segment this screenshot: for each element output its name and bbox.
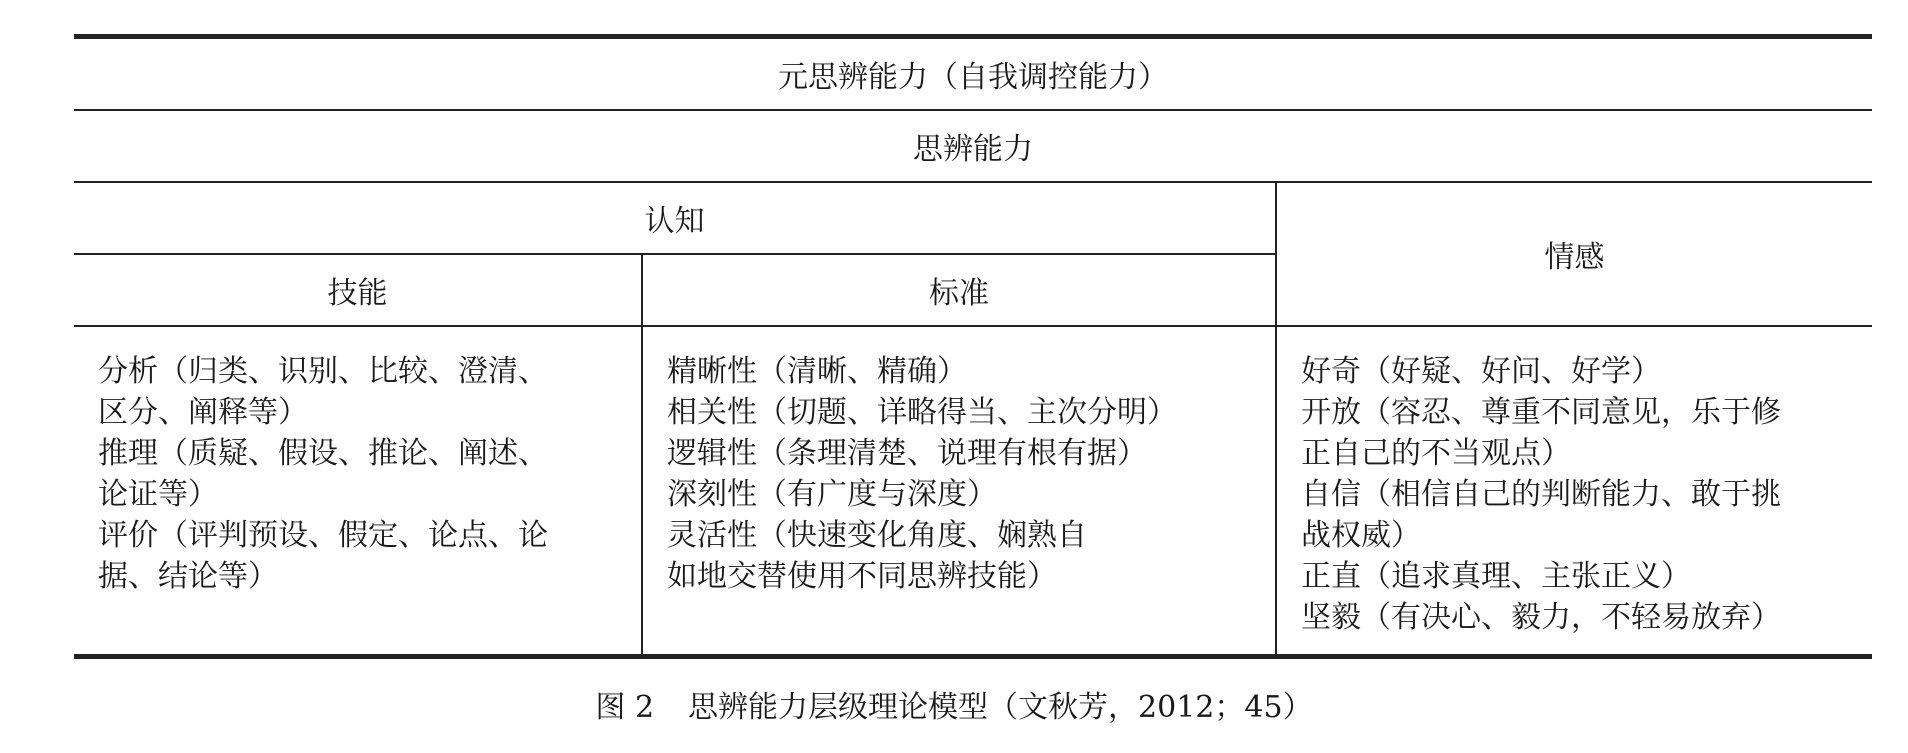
emotion-line: 正直（追求真理、主张正义）: [1301, 559, 1691, 594]
emotion-header: 情感: [1276, 182, 1872, 326]
skills-line: 分析（归类、识别、比较、澄清、: [98, 354, 548, 389]
emotion-list: [1277, 327, 1872, 654]
emotion-line: 正自己的不当观点）: [1301, 436, 1571, 471]
standards-line: 精晰性（清晰、精确）: [667, 354, 967, 389]
skills-line: 评价（评判预设、假定、论点、论: [98, 518, 548, 553]
standards-line: 灵活性（快速变化角度、娴熟自: [667, 518, 1087, 553]
skills-line: 论证等）: [98, 477, 218, 512]
skills-header: 技能: [74, 254, 642, 326]
emotion-line: 开放（容忍、尊重不同意见，乐于修: [1301, 395, 1781, 430]
cognition-header: 认知: [74, 182, 1276, 254]
skills-cell: [74, 326, 642, 657]
emotion-line: 自信（相信自己的判断能力、敢于挑: [1301, 477, 1781, 512]
figure-title: 思辨能力层级理论模型（文秋芳，2012；45）: [688, 690, 1313, 725]
model-table-container: [74, 34, 1872, 659]
meta-ability-header: 元思辨能力（自我调控能力）: [74, 37, 1872, 111]
skills-line: 据、结论等）: [98, 559, 278, 594]
standards-line: 相关性（切题、详略得当、主次分明）: [667, 395, 1177, 430]
standards-line: 逻辑性（条理清楚、说理有根有据）: [667, 436, 1147, 471]
emotion-line: 战权威）: [1301, 518, 1421, 553]
thinking-ability-model-table: [74, 34, 1872, 659]
emotion-line: 好奇（好疑、好问、好学）: [1301, 354, 1661, 389]
emotion-cell: [1276, 326, 1872, 657]
skills-line: 区分、阐释等）: [98, 395, 308, 430]
standards-line: 如地交替使用不同思辨技能）: [667, 559, 1057, 594]
skills-list: [74, 327, 641, 613]
standards-header: 标准: [642, 254, 1276, 326]
standards-list: [643, 327, 1275, 613]
skills-line: 推理（质疑、假设、推论、阐述、: [98, 436, 548, 471]
standards-cell: [642, 326, 1276, 657]
standards-line: 深刻性（有广度与深度）: [667, 477, 997, 512]
figure-number: 图 2: [595, 690, 655, 725]
figure-caption: [0, 682, 1908, 726]
emotion-line: 坚毅（有决心、毅力，不轻易放弃）: [1301, 600, 1781, 635]
ability-header: 思辨能力: [74, 110, 1872, 182]
